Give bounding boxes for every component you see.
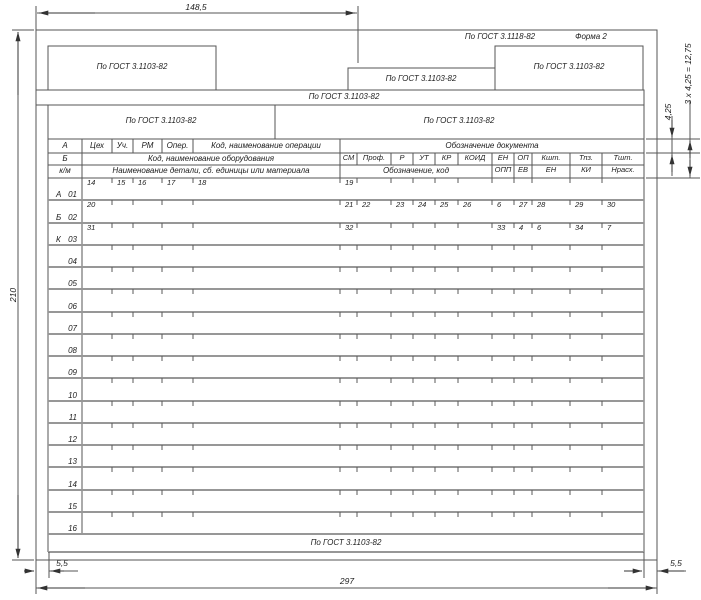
cell-ref-number: 7 [607,223,612,232]
row-letter: А [56,190,62,199]
col-header-a-0: Цех [89,141,105,150]
cell-ref-number: 21 [345,200,354,209]
col-header-km-1: ЕВ [517,165,529,174]
col-header-km-2: ЕН [545,165,557,174]
cell-ref-number: 18 [198,178,207,187]
cell-ref-number: 14 [87,178,96,187]
col-header-b-5: КОИД [464,153,486,162]
row-label [52,356,79,378]
col-header-b-6: ЕН [497,153,509,162]
col-header-designation-code: Обозначение, код [382,166,450,175]
row-number: 10 [68,391,77,400]
col-header-operation: Код, наименование операции [211,141,321,150]
gost-row2-left: По ГОСТ 3.1103-82 [125,116,197,125]
row-number: 14 [68,480,77,489]
row-number: 04 [68,257,77,266]
cell-ref-number: 28 [537,200,546,209]
col-header-km-3: КИ [581,165,591,174]
col-header-b-9: Тпз. [578,153,594,162]
col-header-b-1: Проф. [362,153,386,162]
row-label [52,401,79,423]
col-header-b-10: Тшт. [613,153,633,162]
row-key-a: А [62,141,68,150]
col-header-part-name: Наименование детали, сб. единицы или материала [112,166,310,175]
col-header-equipment: Код, наименование оборудования [147,154,275,163]
cell-ref-number: 15 [117,178,126,187]
dim-header-block: 3 х 4,25 = 12,75 [683,43,693,105]
col-header-a-1: Уч. [116,141,129,150]
row-label [52,467,79,490]
row-letter: К [56,235,61,244]
col-header-b-4: КР [441,153,452,162]
cell-ref-number: 6 [497,200,502,209]
standard-reference: По ГОСТ 3.1118-82 [464,32,536,41]
col-header-a-2: РМ [141,141,154,150]
col-header-b-2: Р [399,153,405,162]
row-letter: Б [56,213,62,222]
row-number: 13 [68,457,77,466]
row-label [52,289,79,312]
cell-ref-number: 25 [440,200,449,209]
cell-ref-number: 17 [167,178,176,187]
row-label [52,378,79,401]
col-header-b-7: ОП [517,153,529,162]
cell-ref-number: 4 [519,223,524,232]
col-header-a-3: Опер. [166,141,189,150]
dim-row-pitch: 4,25 [663,103,673,121]
row-label [52,512,79,534]
row-label [52,200,79,223]
row-label [52,223,79,245]
row-number: 05 [68,279,77,288]
cell-ref-number: 23 [396,200,405,209]
gost-bar: По ГОСТ 3.1103-82 [308,92,380,101]
cell-ref-number: 33 [497,223,506,232]
row-number: 09 [68,368,77,377]
row-number: 01 [68,190,77,199]
cell-ref-number: 20 [87,200,96,209]
form-number-label: Форма 2 [575,32,607,41]
row-label [52,312,79,334]
dim-left-height: 210 [8,287,18,303]
row-label [52,245,79,267]
dim-right-margin: 5,5 [670,558,682,568]
gost-box-top-right: По ГОСТ 3.1103-82 [533,62,605,71]
row-number: 16 [68,524,77,533]
row-number: 03 [68,235,77,244]
cell-ref-number: 22 [362,200,371,209]
col-header-km-4: Нрасх. [611,165,635,174]
dim-left-margin: 5,5 [56,558,68,568]
row-number: 15 [68,502,77,511]
cell-ref-number: 24 [418,200,427,209]
row-number: 06 [68,302,77,311]
gost-footer-bar: По ГОСТ 3.1103-82 [310,538,382,547]
cell-ref-number: 31 [87,223,96,232]
col-header-km-0: ОПП [494,165,512,174]
row-label [52,423,79,445]
col-header-b-3: УТ [419,153,429,162]
col-header-b-8: Кшт. [541,153,561,162]
row-label [52,178,79,200]
dim-bottom-width: 297 [339,576,355,586]
row-label [52,490,79,512]
row-number: 07 [68,324,77,333]
dim-top-width: 148,5 [185,2,207,12]
col-header-b-0: СМ [342,153,355,162]
row-label [52,445,79,467]
row-key-km: к/м [59,166,71,175]
row-label [52,334,79,356]
cell-ref-number: 29 [575,200,584,209]
gost-box-top-mid: По ГОСТ 3.1103-82 [385,74,457,83]
row-label [52,267,79,289]
row-number: 02 [68,213,77,222]
col-header-document: Обозначение документа [445,141,539,150]
row-number: 08 [68,346,77,355]
cell-ref-number: 32 [345,223,354,232]
gost-row2-right: По ГОСТ 3.1103-82 [423,116,495,125]
cell-ref-number: 30 [607,200,616,209]
gost-box-top-left: По ГОСТ 3.1103-82 [96,62,168,71]
cell-ref-number: 6 [537,223,542,232]
cell-ref-number: 26 [463,200,472,209]
row-number: 12 [68,435,77,444]
cell-ref-number: 27 [519,200,528,209]
cell-ref-number: 19 [345,178,354,187]
row-number: 11 [68,413,77,422]
cell-ref-number: 16 [138,178,147,187]
row-key-b: Б [62,154,68,163]
cell-ref-number: 34 [575,223,584,232]
